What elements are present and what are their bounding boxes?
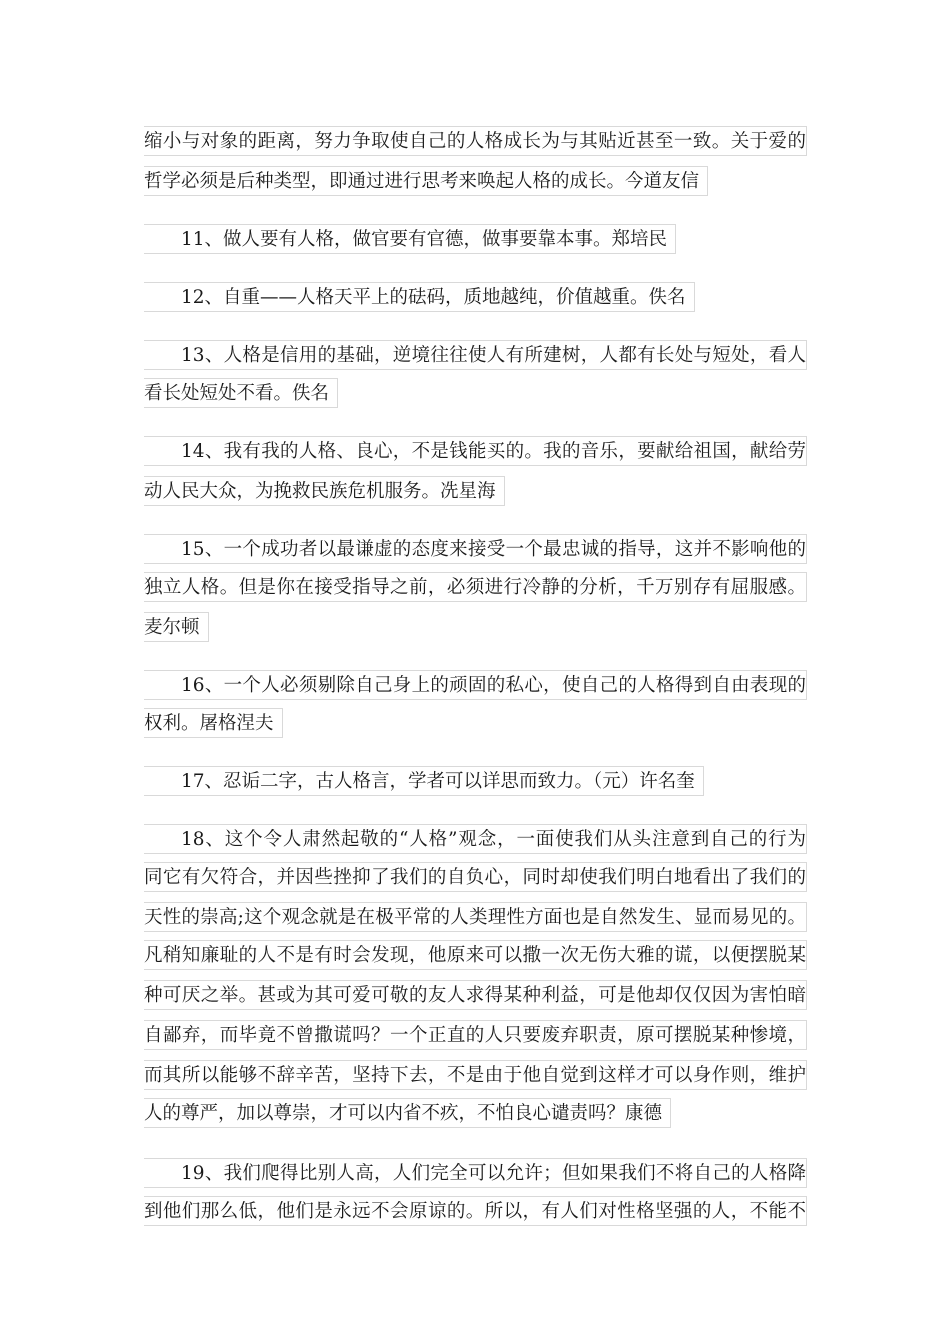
text-line: 麦尔顿 (144, 612, 209, 642)
text-line: 12、自重——人格天平上的砝码，质地越纯，价值越重。佚名 (144, 282, 695, 312)
text-line: 独立人格。但是你在接受指导之前，必须进行冷静的分析，千万别存有屈服感。 (144, 572, 807, 602)
text-line: 权利。屠格涅夫 (144, 708, 283, 738)
text-line: 哲学必须是后种类型，即通过进行思考来唤起人格的成长。今道友信 (144, 166, 708, 196)
text-line: 同它有欠符合，并因些挫抑了我们的自负心，同时却使我们明白地看出了我们的 (144, 862, 807, 892)
text-line: 天性的崇高;这个观念就是在极平常的人类理性方面也是自然发生、显而易见的。 (144, 902, 807, 932)
text-line: 14、我有我的人格、良心，不是钱能买的。我的音乐，要献给祖国，献给劳 (144, 436, 807, 466)
text-line: 自鄙弃，而毕竟不曾撒谎吗？一个正直的人只要废弃职责，原可摆脱某种惨境， (144, 1020, 807, 1050)
text-line: 18、这个令人肃然起敬的“人格”观念，一面使我们从头注意到自己的行为 (144, 824, 807, 854)
text-line: 种可厌之举。甚或为其可爱可敬的友人求得某种利益，可是他却仅仅因为害怕暗 (144, 980, 807, 1010)
text-line: 16、一个人必须剔除自己身上的顽固的私心，使自己的人格得到自由表现的 (144, 670, 807, 700)
text-line: 17、忍诟二字，古人格言，学者可以详思而致力。（元）许名奎 (144, 766, 704, 796)
text-line: 看长处短处不看。佚名 (144, 378, 338, 408)
text-line: 13、人格是信用的基础，逆境往往使人有所建树，人都有长处与短处，看人 (144, 340, 807, 370)
text-line: 到他们那么低，他们是永远不会原谅的。所以，有人们对性格坚强的人，不能不 (144, 1196, 807, 1226)
text-line: 19、我们爬得比别人高，人们完全可以允许；但如果我们不将自己的人格降 (144, 1158, 807, 1188)
text-line: 缩小与对象的距离，努力争取使自己的人格成长为与其贴近甚至一致。关于爱的 (144, 126, 807, 156)
text-line: 15、一个成功者以最谦虚的态度来接受一个最忠诚的指导，这并不影响他的 (144, 534, 807, 564)
text-line: 凡稍知廉耻的人不是有时会发现，他原来可以撒一次无伤大雅的谎，以便摆脱某 (144, 940, 807, 970)
text-line: 11、做人要有人格，做官要有官德，做事要靠本事。郑培民 (144, 224, 676, 254)
text-line: 而其所以能够不辞辛苦，坚持下去，不是由于他自觉到这样才可以身作则，维护 (144, 1060, 807, 1090)
text-line: 人的尊严，加以尊崇，才可以内省不疚，不怕良心谴责吗？康德 (144, 1098, 671, 1128)
text-line: 动人民大众，为挽救民族危机服务。冼星海 (144, 476, 505, 506)
